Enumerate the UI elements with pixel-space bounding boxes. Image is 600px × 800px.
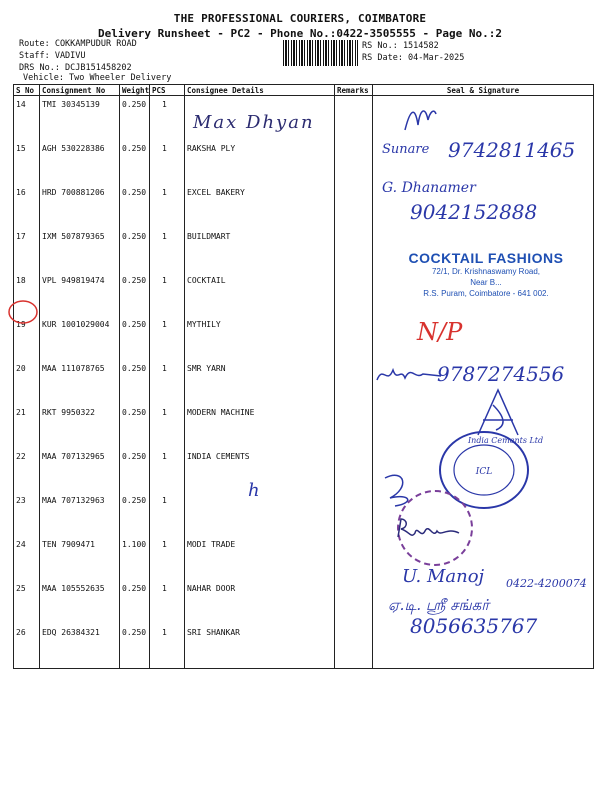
cell-sno: 16 (14, 184, 40, 228)
cell-pcs: 1 (150, 404, 185, 448)
cell-consignment-no: KUR 1001029004 (40, 316, 120, 360)
cell-sno: 23 (14, 492, 40, 536)
cell-sno: 26 (14, 624, 40, 669)
cell-consignee: SRI SHANKAR (185, 624, 335, 669)
cell-sno: 20 (14, 360, 40, 404)
cell-remarks (335, 96, 373, 141)
cell-consignee: EXCEL BAKERY (185, 184, 335, 228)
col-header-signature: Seal & Signature (373, 85, 594, 96)
cell-consignee: COCKTAIL (185, 272, 335, 316)
col-header-weight: Weight (120, 85, 150, 96)
cell-pcs: 1 (150, 96, 185, 141)
signature-row14 (400, 100, 440, 140)
cell-pcs: 1 (150, 536, 185, 580)
cell-weight: 0.250 (120, 184, 150, 228)
cell-weight: 1.100 (120, 536, 150, 580)
handwritten-mark-row23: h (248, 480, 260, 501)
cell-remarks (335, 624, 373, 669)
cell-weight: 0.250 (120, 492, 150, 536)
cell-remarks (335, 580, 373, 624)
col-header-sno: S No (14, 85, 40, 96)
cell-weight: 0.250 (120, 140, 150, 184)
cell-pcs: 1 (150, 360, 185, 404)
table-row (14, 536, 594, 580)
cell-consignment-no: IXM 507879365 (40, 228, 120, 272)
cell-consignment-no: AGH 530228386 (40, 140, 120, 184)
cell-sno: 14 (14, 96, 40, 141)
cell-sno: 25 (14, 580, 40, 624)
cell-remarks (335, 492, 373, 536)
cell-consignment-no: MAA 111078765 (40, 360, 120, 404)
handwritten-phone-row20: 9787274556 (437, 362, 565, 386)
cell-remarks (335, 536, 373, 580)
cell-signature (373, 316, 594, 360)
cell-pcs: 1 (150, 316, 185, 360)
cell-pcs: 1 (150, 580, 185, 624)
cell-remarks (335, 228, 373, 272)
cell-consignee: MODI TRADE (185, 536, 335, 580)
cell-pcs: 1 (150, 492, 185, 536)
cell-consignment-no: HRD 700881206 (40, 184, 120, 228)
barcode (283, 40, 358, 66)
cell-remarks (335, 316, 373, 360)
cell-weight: 0.250 (120, 624, 150, 669)
cell-weight: 0.250 (120, 316, 150, 360)
cell-sno: 18 (14, 272, 40, 316)
cell-pcs: 1 (150, 272, 185, 316)
company-title: THE PROFESSIONAL COURIERS, COIMBATORE (173, 12, 427, 25)
col-header-consignee: Consignee Details (185, 85, 335, 96)
cell-weight: 0.250 (120, 360, 150, 404)
staff-label: Staff: VADIVU (19, 51, 86, 61)
handwritten-phone1-row26: 0422-4200074 (506, 577, 587, 590)
cell-weight: 0.250 (120, 448, 150, 492)
runsheet-subtitle: Delivery Runsheet - PC2 - Phone No.:0422-3505555 - Page No.:2 (98, 27, 502, 40)
handwritten-phone-row15: 9742811465 (448, 138, 576, 162)
cell-remarks (335, 404, 373, 448)
cell-pcs: 1 (150, 140, 185, 184)
cell-weight: 0.250 (120, 404, 150, 448)
cell-pcs: 1 (150, 228, 185, 272)
col-header-remarks: Remarks (335, 85, 373, 96)
cell-consignment-no: TMI 30345139 (40, 96, 120, 141)
signature-row20 (375, 360, 445, 390)
handwritten-phone2-row26: 8056635767 (410, 614, 538, 638)
cell-remarks (335, 360, 373, 404)
drs-label: DRS No.: DCJB151458202 (19, 63, 132, 73)
vehicle-label: Vehicle: Two Wheeler Delivery (23, 73, 172, 83)
cell-sno: 21 (14, 404, 40, 448)
handwritten-np-row19: N/P (417, 318, 463, 346)
cell-consignment-no: RKT 9950322 (40, 404, 120, 448)
cell-remarks (335, 140, 373, 184)
cell-remarks (335, 272, 373, 316)
cell-sno: 15 (14, 140, 40, 184)
cell-consignee: RAKSHA PLY (185, 140, 335, 184)
handwritten-name-row16: G. Dhanamer (382, 180, 476, 196)
red-circle-mark (7, 298, 39, 326)
cell-sno: 22 (14, 448, 40, 492)
cell-consignee: NAHAR DOOR (185, 580, 335, 624)
cell-consignee: MODERN MACHINE (185, 404, 335, 448)
cell-weight: 0.250 (120, 228, 150, 272)
cell-consignee: INDIA CEMENTS (185, 448, 335, 492)
india-cements-seal-text: India Cements Ltd (468, 436, 544, 445)
cocktail-fashions-stamp: COCKTAIL FASHIONS 72/1, Dr. Krishnaswamy Road, Near B... R.S. Puram, Coimbatore - 641 002. (408, 250, 564, 298)
cell-consignee: MYTHILY (185, 316, 335, 360)
route-label: Route: COKKAMPUDUR ROAD (19, 39, 137, 49)
cell-pcs: 1 (150, 184, 185, 228)
cell-weight: 0.250 (120, 96, 150, 141)
cell-remarks (335, 184, 373, 228)
cell-sno: 24 (14, 536, 40, 580)
cell-consignment-no: VPL 949819474 (40, 272, 120, 316)
col-header-consignment: Consignment No (40, 85, 120, 96)
cell-consignee: BUILDMART (185, 228, 335, 272)
cell-sno: 17 (14, 228, 40, 272)
table-header-row (14, 85, 594, 96)
svg-text:ICL: ICL (475, 467, 493, 477)
cell-pcs: 1 (150, 624, 185, 669)
cell-remarks (335, 448, 373, 492)
cell-consignment-no: MAA 105552635 (40, 580, 120, 624)
cell-sno: 19 (14, 316, 40, 360)
handwritten-tamil-name-row26: ஏ.டி. ஸ்ரீ சங்கர் (388, 596, 490, 614)
cell-weight: 0.250 (120, 272, 150, 316)
cell-consignment-no: TEN 7909471 (40, 536, 120, 580)
handwritten-name-row26: U. Manoj (402, 566, 485, 587)
col-header-pcs: PCS (150, 85, 185, 96)
cell-consignment-no: EDQ 26384321 (40, 624, 120, 669)
cell-consignment-no: MAA 707132965 (40, 448, 120, 492)
handwritten-mark-row15: Sunare (382, 142, 430, 157)
cell-consignment-no: MAA 707132963 (40, 492, 120, 536)
cell-weight: 0.250 (120, 580, 150, 624)
handwritten-phone-row16: 9042152888 (410, 200, 538, 224)
rs-date: RS Date: 04-Mar-2025 (362, 53, 465, 63)
cell-consignee: SMR YARN (185, 360, 335, 404)
signature-row24 (395, 515, 465, 545)
rs-number: RS No.: 1514582 (362, 41, 439, 51)
handwritten-consignee-row14: Max Dhyan (193, 112, 315, 133)
cell-pcs: 1 (150, 448, 185, 492)
table-row (14, 316, 594, 360)
